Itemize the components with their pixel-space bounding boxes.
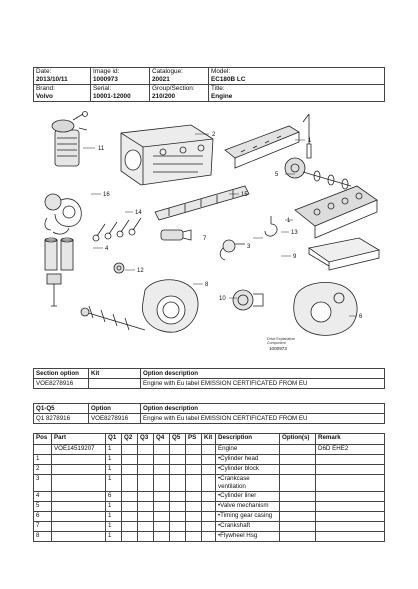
crankshaft-drawing bbox=[81, 306, 145, 330]
kit-cell bbox=[202, 512, 216, 522]
q1-cell: 1 bbox=[106, 455, 122, 465]
kit-cell bbox=[202, 475, 216, 492]
q3-cell bbox=[138, 445, 154, 455]
water-pump-drawing bbox=[45, 194, 81, 234]
parts-body bbox=[34, 445, 385, 542]
remark-header: Remark bbox=[316, 434, 385, 445]
q4-cell bbox=[154, 502, 170, 512]
ps-cell bbox=[186, 502, 202, 512]
diagram-caption-2: Component bbox=[267, 341, 286, 345]
q3-cell bbox=[138, 502, 154, 512]
part-cell bbox=[52, 492, 106, 502]
q3-cell bbox=[138, 455, 154, 465]
options-cell bbox=[280, 532, 316, 542]
q3-cell bbox=[138, 492, 154, 502]
options-cell bbox=[280, 445, 316, 455]
q5-cell bbox=[170, 465, 186, 475]
table-row bbox=[34, 522, 385, 532]
model-cell bbox=[209, 68, 385, 85]
model-label: Model: bbox=[211, 68, 231, 75]
q1-q5-value: Q1 8278916 bbox=[34, 414, 89, 424]
q1-cell: 1 bbox=[106, 522, 122, 532]
kit-col-header: Kit bbox=[202, 434, 216, 445]
callout-6: 6 bbox=[359, 314, 363, 320]
ps-cell bbox=[186, 512, 202, 522]
description-cell: •Cylinder liner bbox=[216, 492, 280, 502]
q3-cell bbox=[138, 475, 154, 492]
timing-gear-casing-drawing bbox=[294, 282, 357, 335]
ps-cell bbox=[186, 492, 202, 502]
image-id-label: Image id: bbox=[93, 68, 120, 75]
section-option-header-row bbox=[34, 369, 385, 379]
q4-cell bbox=[154, 532, 170, 542]
brand-value: Volvo bbox=[36, 93, 53, 100]
options-cell bbox=[280, 512, 316, 522]
q1-header: Q1 bbox=[106, 434, 122, 445]
header-row-2 bbox=[34, 85, 385, 102]
callout-15: 15 bbox=[241, 192, 248, 198]
cylinder-head-drawing bbox=[295, 186, 377, 238]
ps-cell bbox=[186, 465, 202, 475]
q-option-description-value: Engine with Eu label EMISSION CERTIFICATED FROM EU bbox=[141, 414, 385, 424]
dipstick-drawing bbox=[265, 216, 277, 236]
description-cell: Engine bbox=[216, 445, 280, 455]
remark-cell bbox=[316, 492, 385, 502]
crankcase-ventilation-drawing bbox=[220, 240, 245, 260]
ps-cell bbox=[186, 475, 202, 492]
q2-cell bbox=[122, 492, 138, 502]
remark-cell bbox=[316, 502, 385, 512]
date-value: 2013/10/11 bbox=[36, 76, 68, 83]
description-cell: •Timing gear casing bbox=[216, 512, 280, 522]
pos-header: Pos bbox=[34, 434, 52, 445]
callout-5: 5 bbox=[275, 172, 279, 178]
options-cell bbox=[280, 502, 316, 512]
cylinder-liners-drawing bbox=[45, 238, 73, 306]
remark-cell bbox=[316, 465, 385, 475]
title-label: Title: bbox=[211, 85, 225, 92]
q-option-row bbox=[34, 414, 385, 424]
part-cell: VOE14519207 bbox=[52, 445, 106, 455]
options-header: Option(s) bbox=[280, 434, 316, 445]
group-section-label: Group/Section: bbox=[152, 85, 195, 92]
header-row-1 bbox=[34, 68, 385, 85]
remark-cell bbox=[316, 512, 385, 522]
q1-cell: 1 bbox=[106, 475, 122, 492]
callout-1-right: 1 bbox=[287, 218, 291, 224]
remark-cell: D6D EHE2 bbox=[316, 445, 385, 455]
q4-cell bbox=[154, 455, 170, 465]
ps-cell bbox=[186, 445, 202, 455]
q2-cell bbox=[122, 475, 138, 492]
kit-cell bbox=[202, 492, 216, 502]
q2-cell bbox=[122, 455, 138, 465]
remark-cell bbox=[316, 522, 385, 532]
pos-cell bbox=[34, 445, 52, 455]
image-id-value: 1000973 bbox=[93, 76, 118, 83]
q3-cell bbox=[138, 532, 154, 542]
table-row bbox=[34, 445, 385, 455]
group-section-value: 210/200 bbox=[152, 93, 176, 100]
q5-cell bbox=[170, 502, 186, 512]
q5-cell bbox=[170, 522, 186, 532]
kit-cell bbox=[202, 522, 216, 532]
brand-cell bbox=[34, 85, 91, 102]
pos-cell: 6 bbox=[34, 512, 52, 522]
options-cell bbox=[280, 475, 316, 492]
callout-16: 16 bbox=[103, 192, 110, 198]
oil-cooler-drawing bbox=[52, 112, 88, 167]
kit-value bbox=[89, 379, 141, 389]
part-cell bbox=[52, 502, 106, 512]
q5-header: Q5 bbox=[170, 434, 186, 445]
part-header: Part bbox=[52, 434, 106, 445]
callout-2: 2 bbox=[212, 132, 216, 138]
options-cell bbox=[280, 522, 316, 532]
q4-cell bbox=[154, 445, 170, 455]
description-cell: •Flywheel Hsg bbox=[216, 532, 280, 542]
q3-cell bbox=[138, 512, 154, 522]
brand-label: Brand: bbox=[36, 85, 55, 92]
model-value: EC180B LC bbox=[211, 76, 246, 83]
part-cell bbox=[52, 522, 106, 532]
q2-cell bbox=[122, 445, 138, 455]
description-cell: •Cylinder head bbox=[216, 455, 280, 465]
ps-cell bbox=[186, 532, 202, 542]
q3-cell bbox=[138, 465, 154, 475]
diagram-caption-1: Drive Explanation bbox=[267, 337, 296, 341]
pos-cell: 3 bbox=[34, 475, 52, 492]
header-table bbox=[33, 67, 385, 102]
pos-cell: 4 bbox=[34, 492, 52, 502]
q5-cell bbox=[170, 475, 186, 492]
catalogue-label: Catalogue: bbox=[152, 68, 183, 75]
q5-cell bbox=[170, 532, 186, 542]
q4-cell bbox=[154, 522, 170, 532]
option-header: Option bbox=[89, 404, 141, 414]
q1-q5-header: Q1-Q5 bbox=[34, 404, 89, 414]
callout-9: 9 bbox=[293, 254, 297, 260]
option-description-value: Engine with Eu label EMISSION CERTIFICATED FROM EU bbox=[141, 379, 385, 389]
table-row bbox=[34, 465, 385, 475]
q3-cell bbox=[138, 522, 154, 532]
q2-cell bbox=[122, 532, 138, 542]
description-cell: •Valve mechanism bbox=[216, 502, 280, 512]
table-row bbox=[34, 502, 385, 512]
description-cell: •Cylinder block bbox=[216, 465, 280, 475]
q4-cell bbox=[154, 512, 170, 522]
pos-cell: 1 bbox=[34, 455, 52, 465]
q2-cell bbox=[122, 512, 138, 522]
q1-cell: 1 bbox=[106, 465, 122, 475]
q1-cell: 6 bbox=[106, 492, 122, 502]
q3-header: Q3 bbox=[138, 434, 154, 445]
serial-value: 10001-12000 bbox=[93, 93, 131, 100]
date-cell bbox=[34, 68, 91, 85]
description-header: Description bbox=[216, 434, 280, 445]
callout-12: 12 bbox=[137, 268, 144, 274]
callout-13: 13 bbox=[291, 230, 298, 236]
catalogue-value: 20021 bbox=[152, 76, 170, 83]
section-option-value: VOE8278916 bbox=[34, 379, 89, 389]
q4-cell bbox=[154, 475, 170, 492]
part-cell bbox=[52, 532, 106, 542]
pos-cell: 8 bbox=[34, 532, 52, 542]
serial-cell bbox=[91, 85, 150, 102]
q2-cell bbox=[122, 502, 138, 512]
pos-cell: 7 bbox=[34, 522, 52, 532]
part-cell bbox=[52, 455, 106, 465]
q1-cell: 1 bbox=[106, 445, 122, 455]
q5-cell bbox=[170, 455, 186, 465]
oil-pan-drawing bbox=[309, 238, 379, 270]
callout-11: 11 bbox=[98, 146, 105, 152]
callout-3: 3 bbox=[247, 244, 251, 250]
pos-cell: 2 bbox=[34, 465, 52, 475]
remark-cell bbox=[316, 532, 385, 542]
engine-exploded-diagram bbox=[33, 108, 384, 360]
part-cell bbox=[52, 465, 106, 475]
serial-label: Serial: bbox=[93, 85, 112, 92]
camshaft-drawing bbox=[285, 158, 351, 189]
option-value: VOE8278916 bbox=[89, 414, 141, 424]
kit-header: Kit bbox=[89, 369, 141, 379]
section-option-table bbox=[33, 368, 385, 389]
intake-manifold-drawing bbox=[155, 186, 249, 220]
part-cell bbox=[52, 512, 106, 522]
connecting-rods-drawing bbox=[93, 218, 141, 241]
q4-header: Q4 bbox=[154, 434, 170, 445]
title-value: Engine bbox=[211, 93, 233, 100]
callout-1-top: 1 bbox=[308, 138, 312, 144]
pos-cell: 5 bbox=[34, 502, 52, 512]
diagram-image-id: 1000973 bbox=[269, 346, 287, 351]
q2-cell bbox=[122, 522, 138, 532]
q-option-header-row bbox=[34, 404, 385, 414]
q4-cell bbox=[154, 492, 170, 502]
q-option-description-header: Option description bbox=[141, 404, 385, 414]
part-cell bbox=[52, 475, 106, 492]
callout-7: 7 bbox=[203, 236, 207, 242]
q1-cell: 1 bbox=[106, 502, 122, 512]
q1-cell: 1 bbox=[106, 512, 122, 522]
ps-cell bbox=[186, 455, 202, 465]
date-label: Date: bbox=[36, 68, 52, 75]
description-cell: •Crankshaft bbox=[216, 522, 280, 532]
title-cell bbox=[209, 85, 385, 102]
table-row bbox=[34, 532, 385, 542]
kit-cell bbox=[202, 502, 216, 512]
table-row bbox=[34, 492, 385, 502]
remark-cell bbox=[316, 455, 385, 465]
q4-cell bbox=[154, 465, 170, 475]
table-row bbox=[34, 475, 385, 492]
callout-14: 14 bbox=[135, 210, 142, 216]
section-option-row bbox=[34, 379, 385, 389]
callout-4: 4 bbox=[105, 246, 109, 252]
kit-cell bbox=[202, 455, 216, 465]
kit-cell bbox=[202, 532, 216, 542]
q5-cell bbox=[170, 512, 186, 522]
q2-cell bbox=[122, 465, 138, 475]
table-row bbox=[34, 455, 385, 465]
section-option-header: Section option bbox=[34, 369, 89, 379]
kit-cell bbox=[202, 445, 216, 455]
group-section-cell bbox=[150, 85, 209, 102]
ps-header: PS bbox=[186, 434, 202, 445]
q5-cell bbox=[170, 445, 186, 455]
q2-header: Q2 bbox=[122, 434, 138, 445]
options-cell bbox=[280, 465, 316, 475]
options-cell bbox=[280, 455, 316, 465]
image-id-cell bbox=[91, 68, 150, 85]
parts-table bbox=[33, 433, 385, 542]
parts-header-row bbox=[34, 434, 385, 445]
option-description-header: Option description bbox=[141, 369, 385, 379]
options-cell bbox=[280, 492, 316, 502]
catalogue-cell bbox=[150, 68, 209, 85]
flywheel-housing-drawing bbox=[142, 280, 198, 332]
callout-10: 10 bbox=[219, 296, 226, 302]
description-cell: •Crankcase ventilation bbox=[216, 475, 280, 492]
table-row bbox=[34, 512, 385, 522]
thermostat-drawing bbox=[114, 263, 124, 273]
starter-drawing bbox=[161, 230, 191, 240]
ps-cell bbox=[186, 522, 202, 532]
callout-8: 8 bbox=[205, 282, 209, 288]
q1-cell: 1 bbox=[106, 532, 122, 542]
q5-cell bbox=[170, 492, 186, 502]
oil-filter-housing-drawing bbox=[233, 290, 263, 310]
remark-cell bbox=[316, 475, 385, 492]
kit-cell bbox=[202, 465, 216, 475]
q-option-table bbox=[33, 403, 385, 424]
